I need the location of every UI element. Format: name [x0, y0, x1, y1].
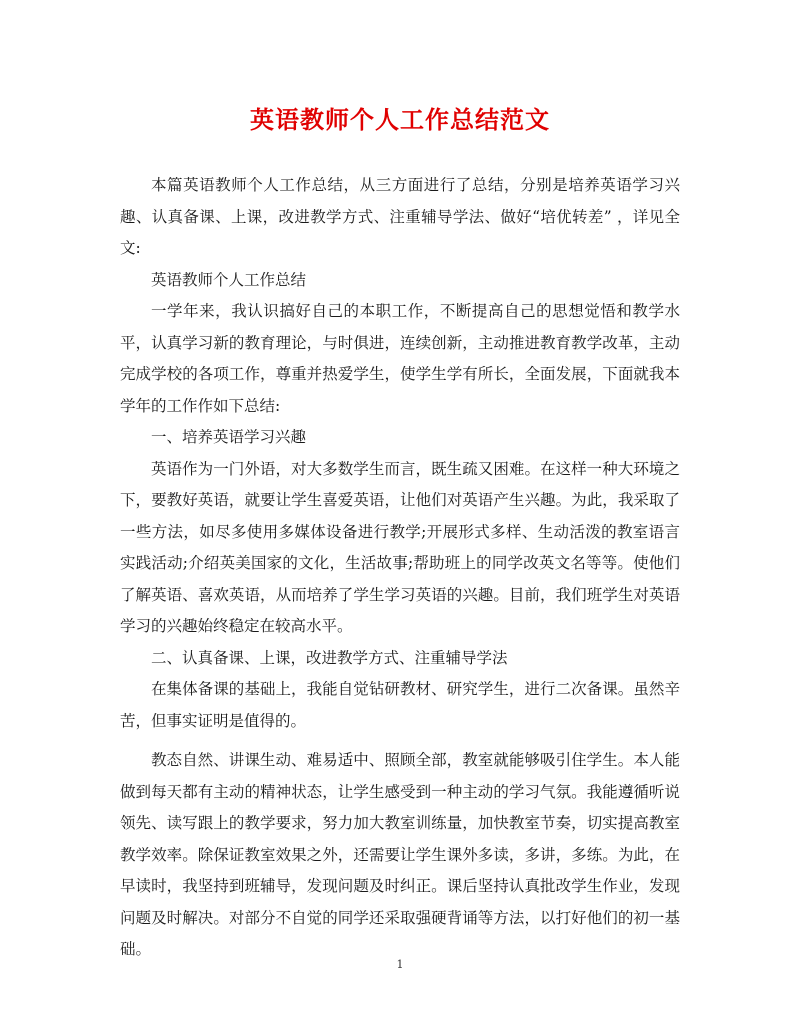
page-number: 1: [396, 958, 404, 971]
preparation-paragraph: 在集体备课的基础上，我能自觉钻研教材、研究学生，进行二次备课。虽然辛苦，但事实证明是值得的。: [120, 680, 680, 730]
classroom-paragraph: 教态自然、讲课生动、难易适中、照顾全部，教室就能够吸引住学生。本人能做到每天都有主动的精神状态，让学生感受到一种主动的学习气氛。我能遵循听说领先、读写跟上的教学要求，努力加大教室训练量，加快教室节奏，切实提高教室教学效率。除保证教室效果之外，还需要让学生课外多读，多讲，多练。为此，在早读时，我坚持到班辅导，发现问题及时纠正。课后坚持认真批改学生作业，发现问题及时解决。对部分不自觉的同学还采取强硬背诵等方法，以打好他们的初一基础。: [120, 751, 680, 958]
document-body: [120, 170, 680, 966]
summary-heading: 英语教师个人工作总结: [151, 270, 307, 289]
overview-paragraph: 一学年来，我认识搞好自己的本职工作，不断提高自己的思想觉悟和教学水平，认真学习新的教育理论，与时俱进，连续创新，主动推进教育教学改革，主动完成学校的各项工作，尊重并热爱学生，使学生学有所长，全面发展，下面就我本学年的工作作如下总结:: [120, 302, 680, 415]
intro-paragraph: 本篇英语教师个人工作总结，从三方面进行了总结，分别是培养英语学习兴趣、认真备课、上课，改进教学方式、注重辅导学法、做好“培优转差” ，详见全文:: [120, 176, 680, 257]
interest-paragraph: 英语作为一门外语，对大多数学生而言，既生疏又困难。在这样一种大环境之下，要教好英语，就要让学生喜爱英语，让他们对英语产生兴趣。为此，我采取了一些方法，如尽多使用多媒体设备进行教学;开展形式多样、生动活泼的教室语言实践活动;介绍英美国家的文化，生活故事;帮助班上的同学改英文名等等。使他们了解英语、喜欢英语，从而培养了学生学习英语的兴趣。目前，我们班学生对英语学习的兴趣始终稳定在较高水平。: [120, 459, 680, 635]
section-heading-interest: 一、培养英语学习兴趣: [151, 428, 307, 446]
section-heading-teaching: 二、认真备课、上课，改进教学方式、注重辅导学法: [151, 648, 508, 667]
document-title: 英语教师个人工作总结范文: [250, 105, 550, 134]
